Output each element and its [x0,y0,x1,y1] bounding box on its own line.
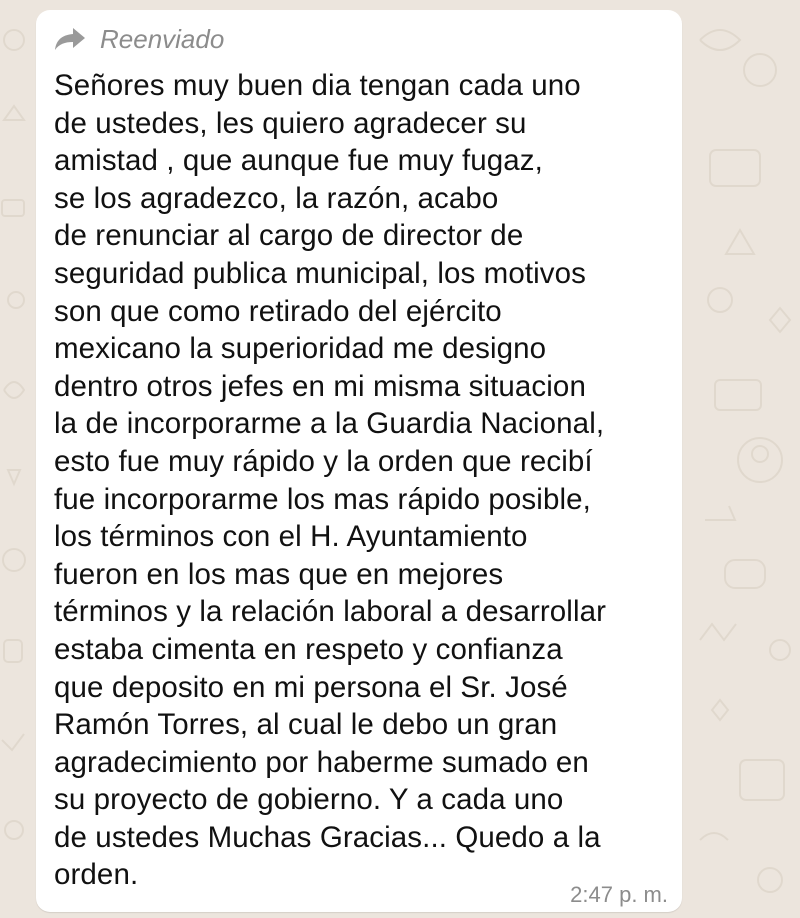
forwarded-label: Reenviado [100,24,225,54]
message-timestamp: 2:47 p. m. [570,882,668,907]
message-bubble[interactable] [36,10,682,912]
message-text: Señores muy buen dia tengan cada uno de ustedes, les quiero agradecer su amistad , que aunque fue muy fugaz, se los agradezco, la razón, acabo de renunciar al cargo de director de seguridad publica municipal, los motivos son que como retirado del ejército mexicano la superioridad me designo dentro otros jefes en mi misma situacion la de incorporarme a la Guardia Nacional, esto fue muy rápido y la orden que recibí fue incorporarme los mas rápido posible, los términos con el H. Ayuntamiento fueron en los mas que en mejores términos y la relación laboral a desarrollar estaba cimenta en respeto y confianza que deposito en mi persona el Sr. José Ramón Torres, al cual le debo un gran agradecimiento por haberme sumado en su proyecto de gobierno. Y a cada uno de ustedes Muchas Gracias... Quedo a la orden. [54,69,607,892]
forward-arrow-icon [54,26,86,52]
forwarded-indicator [54,24,224,54]
